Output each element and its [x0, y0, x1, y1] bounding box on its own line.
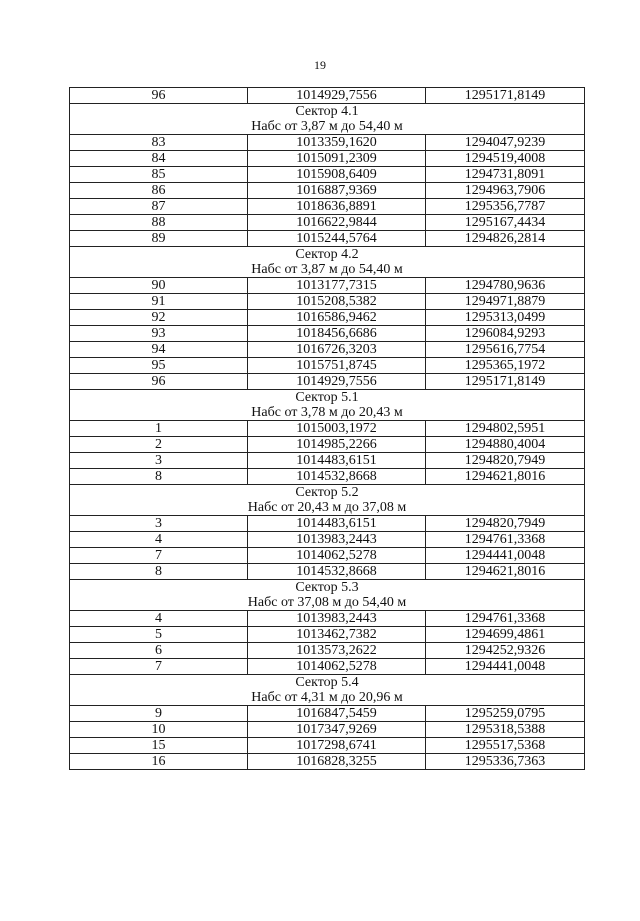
table-row: [70, 294, 585, 310]
point-number-cell: 7: [70, 659, 248, 675]
x-coordinate-cell: 1018636,8891: [248, 199, 426, 215]
sector-height-range: Набс от 3,87 м до 54,40 м: [70, 262, 585, 278]
point-number-cell: 4: [70, 532, 248, 548]
table-row: [70, 326, 585, 342]
y-coordinate-cell: 1294047,9239: [426, 135, 585, 151]
y-coordinate-cell: 1294820,7949: [426, 516, 585, 532]
table-row: [70, 627, 585, 643]
sector-label: Сектор 4.1: [70, 104, 585, 120]
x-coordinate-cell: 1015091,2309: [248, 151, 426, 167]
x-coordinate-cell: 1014532,8668: [248, 564, 426, 580]
point-number-cell: 94: [70, 342, 248, 358]
table-row: [70, 738, 585, 754]
sector-label: Сектор 4.2: [70, 247, 585, 263]
y-coordinate-cell: 1295313,0499: [426, 310, 585, 326]
y-coordinate-cell: 1294441,0048: [426, 659, 585, 675]
table-row: [70, 231, 585, 247]
point-number-cell: 87: [70, 199, 248, 215]
point-number-cell: 5: [70, 627, 248, 643]
point-number-cell: 95: [70, 358, 248, 374]
sector-header-row: [70, 390, 585, 406]
table-row: [70, 469, 585, 485]
y-coordinate-cell: 1294621,8016: [426, 469, 585, 485]
table-row: [70, 183, 585, 199]
table-row: [70, 135, 585, 151]
x-coordinate-cell: 1017347,9269: [248, 722, 426, 738]
table-row: [70, 88, 585, 104]
y-coordinate-cell: 1294963,7906: [426, 183, 585, 199]
sector-height-range: Набс от 3,78 м до 20,43 м: [70, 405, 585, 421]
point-number-cell: 10: [70, 722, 248, 738]
y-coordinate-cell: 1295318,5388: [426, 722, 585, 738]
sector-height-range: Набс от 4,31 м до 20,96 м: [70, 690, 585, 706]
y-coordinate-cell: 1294519,4008: [426, 151, 585, 167]
coordinates-table: [69, 87, 585, 770]
point-number-cell: 4: [70, 611, 248, 627]
sector-header-row: [70, 675, 585, 691]
x-coordinate-cell: 1013573,2622: [248, 643, 426, 659]
sector-label: Сектор 5.4: [70, 675, 585, 691]
y-coordinate-cell: 1294441,0048: [426, 548, 585, 564]
table-row: [70, 215, 585, 231]
table-row: [70, 342, 585, 358]
x-coordinate-cell: 1014929,7556: [248, 88, 426, 104]
x-coordinate-cell: 1015908,6409: [248, 167, 426, 183]
sector-height-range: Набс от 20,43 м до 37,08 м: [70, 500, 585, 516]
sector-header-row: [70, 104, 585, 120]
x-coordinate-cell: 1014483,6151: [248, 453, 426, 469]
x-coordinate-cell: 1015751,8745: [248, 358, 426, 374]
table-row: [70, 453, 585, 469]
sector-label: Сектор 5.2: [70, 485, 585, 501]
point-number-cell: 88: [70, 215, 248, 231]
point-number-cell: 16: [70, 754, 248, 770]
table-row: [70, 548, 585, 564]
point-number-cell: 85: [70, 167, 248, 183]
table-row: [70, 167, 585, 183]
table-row: [70, 659, 585, 675]
table-row: [70, 374, 585, 390]
sector-range-row: [70, 119, 585, 135]
y-coordinate-cell: 1294699,4861: [426, 627, 585, 643]
point-number-cell: 6: [70, 643, 248, 659]
table-row: [70, 564, 585, 580]
x-coordinate-cell: 1016887,9369: [248, 183, 426, 199]
point-number-cell: 91: [70, 294, 248, 310]
sector-range-row: [70, 595, 585, 611]
x-coordinate-cell: 1018456,6686: [248, 326, 426, 342]
table-row: [70, 358, 585, 374]
point-number-cell: 84: [70, 151, 248, 167]
point-number-cell: 96: [70, 88, 248, 104]
point-number-cell: 9: [70, 706, 248, 722]
table-row: [70, 722, 585, 738]
point-number-cell: 92: [70, 310, 248, 326]
x-coordinate-cell: 1014929,7556: [248, 374, 426, 390]
x-coordinate-cell: 1016622,9844: [248, 215, 426, 231]
table-row: [70, 516, 585, 532]
x-coordinate-cell: 1017298,6741: [248, 738, 426, 754]
point-number-cell: 7: [70, 548, 248, 564]
table-row: [70, 199, 585, 215]
sector-header-row: [70, 485, 585, 501]
y-coordinate-cell: 1294761,3368: [426, 611, 585, 627]
y-coordinate-cell: 1294971,8879: [426, 294, 585, 310]
table-row: [70, 706, 585, 722]
x-coordinate-cell: 1013177,7315: [248, 278, 426, 294]
table-row: [70, 310, 585, 326]
point-number-cell: 89: [70, 231, 248, 247]
y-coordinate-cell: 1295365,1972: [426, 358, 585, 374]
x-coordinate-cell: 1015208,5382: [248, 294, 426, 310]
y-coordinate-cell: 1294880,4004: [426, 437, 585, 453]
sector-label: Сектор 5.3: [70, 580, 585, 596]
table-row: [70, 421, 585, 437]
y-coordinate-cell: 1295356,7787: [426, 199, 585, 215]
point-number-cell: 3: [70, 516, 248, 532]
y-coordinate-cell: 1296084,9293: [426, 326, 585, 342]
x-coordinate-cell: 1016828,3255: [248, 754, 426, 770]
point-number-cell: 90: [70, 278, 248, 294]
x-coordinate-cell: 1014062,5278: [248, 659, 426, 675]
table-row: [70, 643, 585, 659]
sector-range-row: [70, 500, 585, 516]
point-number-cell: 8: [70, 564, 248, 580]
y-coordinate-cell: 1294621,8016: [426, 564, 585, 580]
x-coordinate-cell: 1014532,8668: [248, 469, 426, 485]
y-coordinate-cell: 1295616,7754: [426, 342, 585, 358]
table-row: [70, 437, 585, 453]
table-row: [70, 611, 585, 627]
point-number-cell: 8: [70, 469, 248, 485]
y-coordinate-cell: 1295259,0795: [426, 706, 585, 722]
y-coordinate-cell: 1295517,5368: [426, 738, 585, 754]
coordinates-table-body: [70, 88, 585, 770]
sector-header-row: [70, 580, 585, 596]
sector-range-row: [70, 262, 585, 278]
x-coordinate-cell: 1016726,3203: [248, 342, 426, 358]
sector-range-row: [70, 405, 585, 421]
x-coordinate-cell: 1015244,5764: [248, 231, 426, 247]
point-number-cell: 96: [70, 374, 248, 390]
y-coordinate-cell: 1294761,3368: [426, 532, 585, 548]
sector-label: Сектор 5.1: [70, 390, 585, 406]
y-coordinate-cell: 1295336,7363: [426, 754, 585, 770]
sector-header-row: [70, 247, 585, 263]
table-row: [70, 278, 585, 294]
table-row: [70, 151, 585, 167]
y-coordinate-cell: 1294826,2814: [426, 231, 585, 247]
sector-range-row: [70, 690, 585, 706]
x-coordinate-cell: 1013983,2443: [248, 532, 426, 548]
x-coordinate-cell: 1015003,1972: [248, 421, 426, 437]
page-number: 19: [314, 58, 326, 72]
y-coordinate-cell: 1294731,8091: [426, 167, 585, 183]
x-coordinate-cell: 1013983,2443: [248, 611, 426, 627]
x-coordinate-cell: 1014483,6151: [248, 516, 426, 532]
point-number-cell: 2: [70, 437, 248, 453]
sector-height-range: Набс от 3,87 м до 54,40 м: [70, 119, 585, 135]
point-number-cell: 3: [70, 453, 248, 469]
y-coordinate-cell: 1295171,8149: [426, 374, 585, 390]
table-row: [70, 754, 585, 770]
x-coordinate-cell: 1014062,5278: [248, 548, 426, 564]
x-coordinate-cell: 1013462,7382: [248, 627, 426, 643]
y-coordinate-cell: 1295167,4434: [426, 215, 585, 231]
sector-height-range: Набс от 37,08 м до 54,40 м: [70, 595, 585, 611]
point-number-cell: 15: [70, 738, 248, 754]
x-coordinate-cell: 1014985,2266: [248, 437, 426, 453]
point-number-cell: 86: [70, 183, 248, 199]
y-coordinate-cell: 1294802,5951: [426, 421, 585, 437]
y-coordinate-cell: 1294252,9326: [426, 643, 585, 659]
x-coordinate-cell: 1016586,9462: [248, 310, 426, 326]
y-coordinate-cell: 1294820,7949: [426, 453, 585, 469]
point-number-cell: 83: [70, 135, 248, 151]
point-number-cell: 93: [70, 326, 248, 342]
y-coordinate-cell: 1295171,8149: [426, 88, 585, 104]
y-coordinate-cell: 1294780,9636: [426, 278, 585, 294]
table-row: [70, 532, 585, 548]
x-coordinate-cell: 1013359,1620: [248, 135, 426, 151]
point-number-cell: 1: [70, 421, 248, 437]
x-coordinate-cell: 1016847,5459: [248, 706, 426, 722]
